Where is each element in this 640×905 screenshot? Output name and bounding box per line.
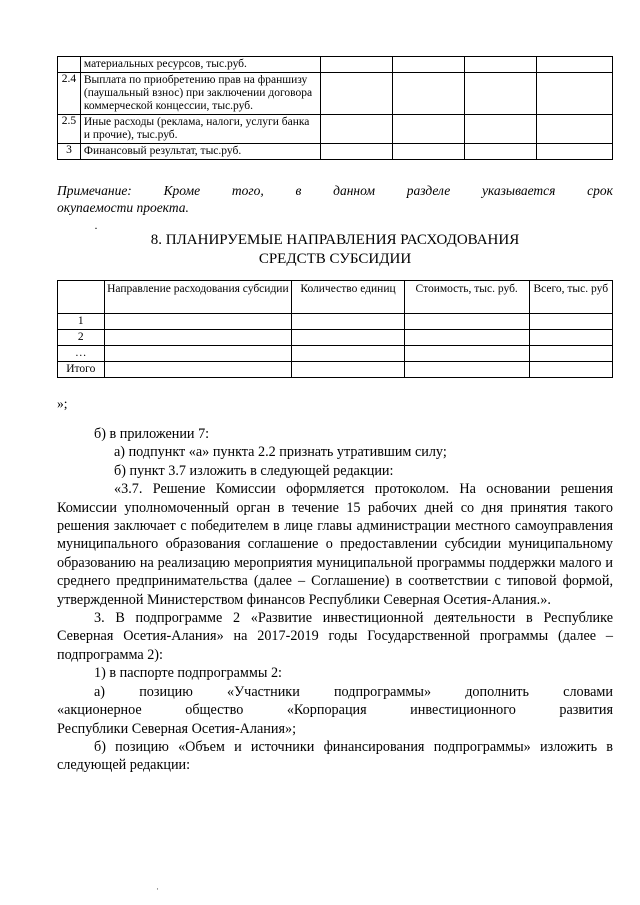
paragraph: Республики Северная Осетия-Алания»; bbox=[57, 720, 297, 737]
note-word: Примечание: bbox=[57, 183, 132, 198]
stray-mark: · bbox=[94, 221, 98, 235]
empty-cell bbox=[104, 330, 292, 346]
word: «Участники bbox=[227, 683, 300, 700]
row-description: Выплата по приобретению прав на франшизу (паушальный взнос) при заключении договора коммерческой концессии, тыс.руб. bbox=[80, 73, 321, 115]
empty-cell bbox=[321, 73, 393, 115]
note-word: указывается bbox=[481, 183, 556, 198]
paragraph: 1) в паспорте подпрограммы 2: bbox=[94, 665, 282, 682]
table-row bbox=[58, 314, 613, 330]
word: «акционерное bbox=[57, 702, 142, 719]
table-row bbox=[58, 346, 613, 362]
heading-line-1: 8. ПЛАНИРУЕМЫЕ НАПРАВЛЕНИЯ РАСХОДОВАНИЯ bbox=[150, 232, 520, 248]
paragraph: б) позицию «Объем и источники финансирования подпрограммы» изложить в следующей редакции: bbox=[57, 738, 613, 774]
column-header: Направление расходования субсидии bbox=[104, 281, 292, 314]
empty-cell bbox=[292, 346, 405, 362]
empty-cell bbox=[292, 362, 405, 378]
financial-table bbox=[57, 56, 613, 160]
empty-cell bbox=[292, 330, 405, 346]
table-row bbox=[58, 57, 613, 73]
empty-cell bbox=[104, 314, 292, 330]
empty-cell bbox=[529, 362, 612, 378]
empty-cell bbox=[393, 115, 465, 144]
row-description: Иные расходы (реклама, налоги, услуги банка и прочие), тыс.руб. bbox=[80, 115, 321, 144]
empty-cell bbox=[529, 330, 612, 346]
note-line-2: окупаемости проекта. bbox=[57, 200, 189, 215]
column-header: Количество единиц bbox=[292, 281, 405, 314]
paragraph-line bbox=[57, 701, 613, 719]
column-header: Стоимость, тыс. руб. bbox=[404, 281, 529, 314]
empty-cell bbox=[404, 314, 529, 330]
note-word: в bbox=[295, 183, 302, 198]
row-number: 2.4 bbox=[58, 73, 81, 115]
table-row bbox=[58, 73, 613, 115]
word: общество bbox=[185, 702, 244, 719]
paragraph: б) в приложении 7: bbox=[94, 426, 210, 442]
empty-cell bbox=[465, 57, 537, 73]
empty-cell bbox=[104, 362, 292, 378]
word: словами bbox=[563, 683, 613, 700]
table-row bbox=[58, 144, 613, 160]
stray-mark: · bbox=[156, 884, 159, 894]
row-number bbox=[58, 57, 81, 73]
empty-cell bbox=[404, 362, 529, 378]
note-line-1 bbox=[57, 182, 613, 199]
row-label: 2 bbox=[58, 330, 105, 346]
note-word: того, bbox=[231, 183, 264, 198]
empty-cell bbox=[537, 144, 613, 160]
empty-cell bbox=[404, 330, 529, 346]
paragraph: 3. В подпрограмме 2 «Развитие инвестиционной деятельности в Республике Северная Осетия-Алания» на 2017-2019 годы Государственной программы (далее – подпрограмма 2): bbox=[57, 610, 613, 663]
note-word: срок bbox=[587, 183, 613, 198]
empty-cell bbox=[465, 73, 537, 115]
row-number: 3 bbox=[58, 144, 81, 160]
empty-cell bbox=[393, 57, 465, 73]
heading-line-2: СРЕДСТВ СУБСИДИИ bbox=[258, 251, 412, 267]
paragraph-line bbox=[57, 683, 613, 701]
closing-quote: »; bbox=[57, 396, 68, 411]
empty-cell bbox=[393, 73, 465, 115]
word: «Корпорация bbox=[286, 702, 367, 719]
table-row bbox=[58, 330, 613, 346]
section-heading bbox=[57, 231, 613, 269]
empty-cell bbox=[393, 144, 465, 160]
empty-cell bbox=[465, 144, 537, 160]
note-word: данном bbox=[333, 183, 375, 198]
row-label: 1 bbox=[58, 314, 105, 330]
empty-cell bbox=[537, 73, 613, 115]
row-number: 2.5 bbox=[58, 115, 81, 144]
word: а) bbox=[94, 683, 106, 700]
word: инвестиционного bbox=[410, 702, 516, 719]
table-row bbox=[58, 362, 613, 378]
word: позицию bbox=[139, 683, 193, 700]
empty-cell bbox=[321, 57, 393, 73]
empty-cell bbox=[292, 314, 405, 330]
empty-cell bbox=[404, 346, 529, 362]
column-header: Всего, тыс. руб bbox=[529, 281, 612, 314]
word: развития bbox=[559, 702, 613, 719]
empty-cell bbox=[529, 314, 612, 330]
row-label: … bbox=[58, 346, 105, 362]
empty-cell bbox=[321, 115, 393, 144]
row-label: Итого bbox=[58, 362, 105, 378]
table-note bbox=[57, 182, 613, 216]
paragraph: а) подпункт «а» пункта 2.2 признать утратившим силу; bbox=[114, 444, 447, 461]
column-header bbox=[58, 281, 105, 314]
table-row bbox=[58, 115, 613, 144]
table-header-row bbox=[58, 281, 613, 314]
empty-cell bbox=[104, 346, 292, 362]
word: дополнить bbox=[465, 683, 529, 700]
word: подпрограммы» bbox=[333, 683, 432, 700]
empty-cell bbox=[537, 115, 613, 144]
paragraph: б) пункт 3.7 изложить в следующей редакции: bbox=[114, 462, 394, 479]
note-word: разделе bbox=[406, 183, 451, 198]
empty-cell bbox=[465, 115, 537, 144]
empty-cell bbox=[321, 144, 393, 160]
note-word: Кроме bbox=[163, 183, 201, 198]
empty-cell bbox=[529, 346, 612, 362]
row-description: материальных ресурсов, тыс.руб. bbox=[80, 57, 321, 73]
paragraph: «3.7. Решение Комиссии оформляется протоколом. На основании решения Комиссии уполномоченный орган в течение 15 рабочих дней со дня принятия такого решения заключает с победителем в лице главы администрации местного самоуправления муниципального образования соглашение о предоставлении субсидии муниципальному образованию на реализацию мероприятия муниципальной программы поддержки малого и среднего предпринимательства (далее – Соглашение) в соответствии с типовой формой, утвержденной Министерством финансов Республики Северная Осетия-Алания.». bbox=[57, 481, 613, 608]
row-description: Финансовый результат, тыс.руб. bbox=[80, 144, 321, 160]
body-text bbox=[57, 425, 613, 775]
empty-cell bbox=[537, 57, 613, 73]
expenditure-table bbox=[57, 280, 613, 378]
